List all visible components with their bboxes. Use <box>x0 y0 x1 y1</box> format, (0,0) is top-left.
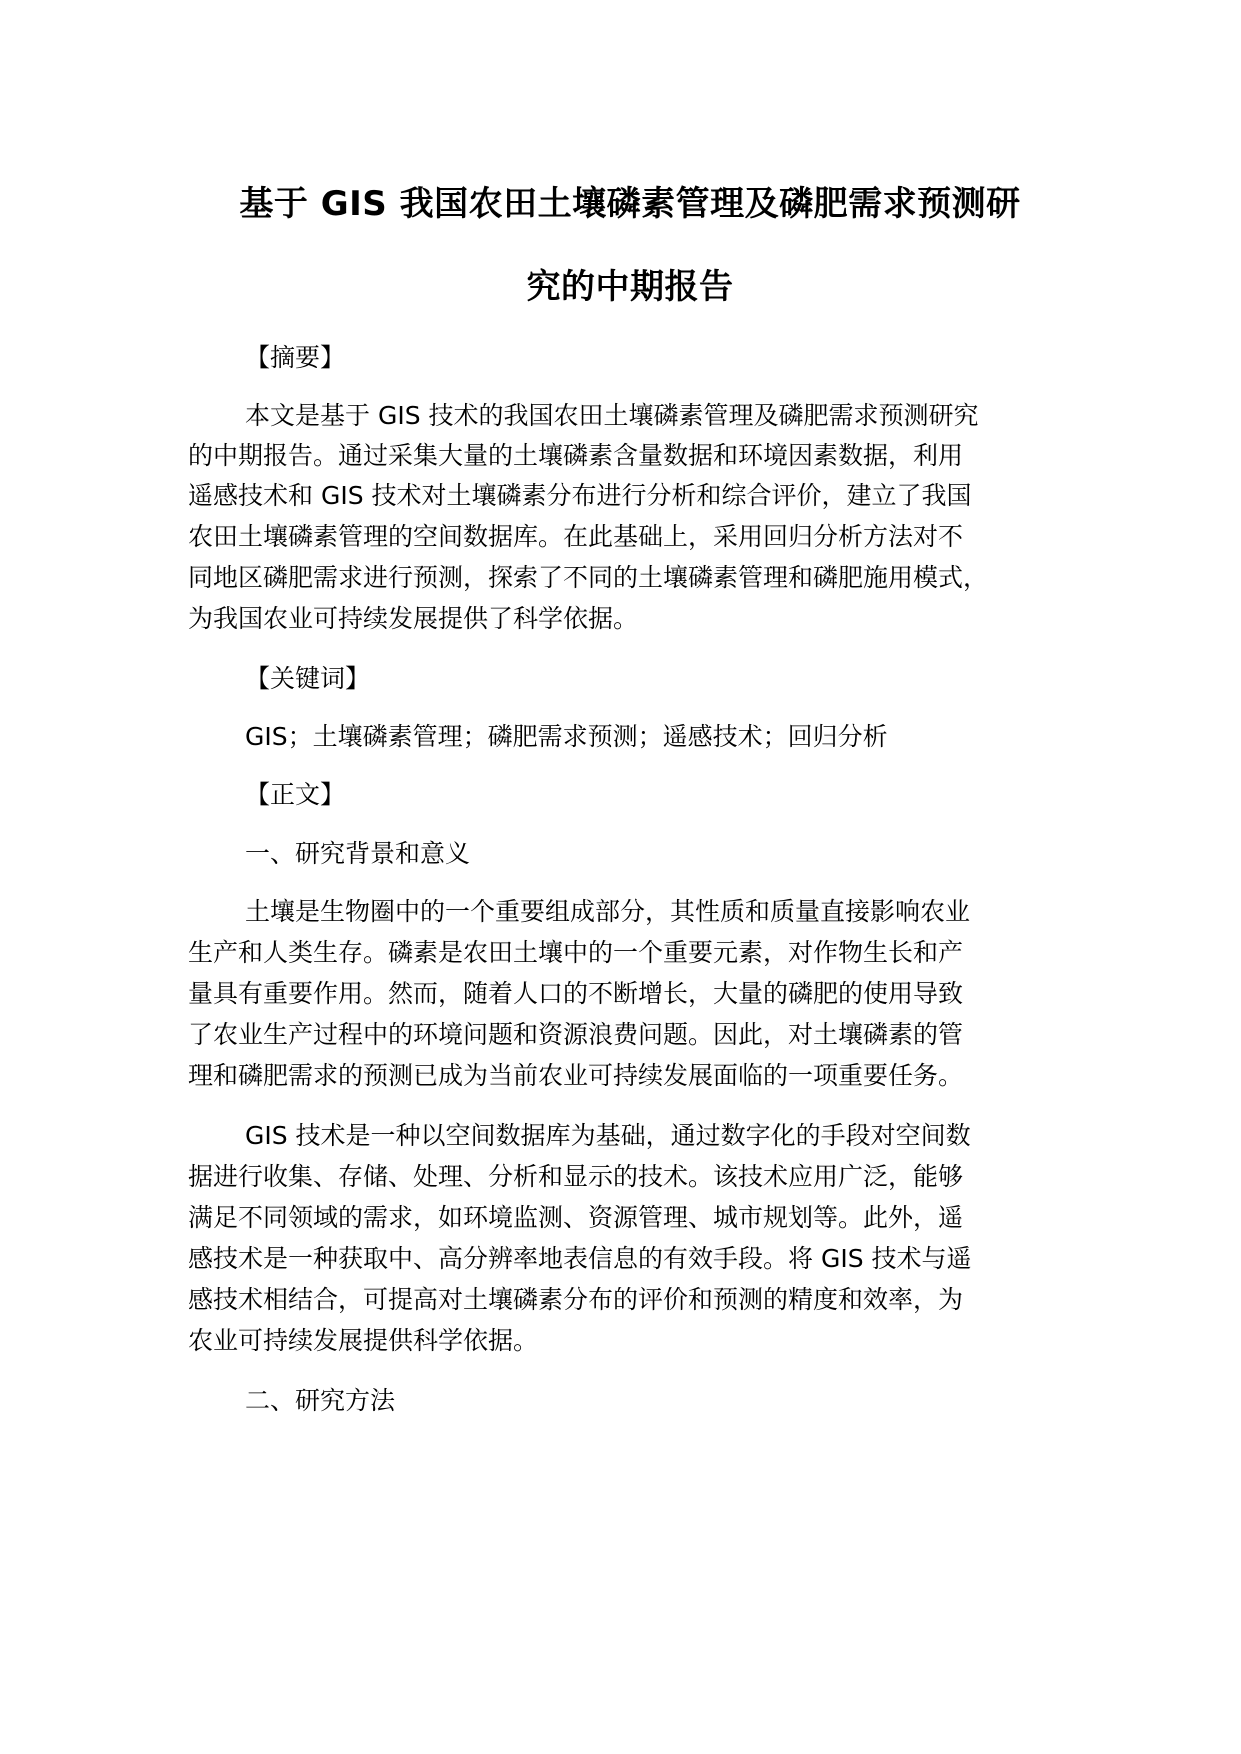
abstract-line: 同地区磷肥需求进行预测，探索了不同的土壤磷素管理和磷肥施用模式， <box>188 563 989 592</box>
body-heading: 【正文】 <box>245 780 346 809</box>
abstract-line: 为我国农业可持续发展提供了科学依据。 <box>188 604 639 633</box>
abstract-line: 的中期报告。通过采集大量的土壤磷素含量数据和环境因素数据，利用 <box>188 441 964 470</box>
paragraph-line: 生产和人类生存。磷素是农田土壤中的一个重要元素，对作物生长和产 <box>188 938 964 967</box>
paragraph-line: 感技术是一种获取中、高分辨率地表信息的有效手段。将 GIS 技术与遥 <box>188 1244 972 1273</box>
document-title-line-2: 究的中期报告 <box>526 267 734 307</box>
paragraph-line: 农业可持续发展提供科学依据。 <box>188 1326 539 1355</box>
paragraph-line: 据进行收集、存储、处理、分析和显示的技术。该技术应用广泛，能够 <box>188 1162 964 1191</box>
paragraph-line: 了农业生产过程中的环境问题和资源浪费问题。因此，对土壤磷素的管 <box>188 1020 964 1049</box>
section-heading-background: 一、研究背景和意义 <box>245 839 471 868</box>
section-heading-methods: 二、研究方法 <box>245 1386 396 1415</box>
paragraph-line: 满足不同领域的需求，如环境监测、资源管理、城市规划等。此外，遥 <box>188 1203 964 1232</box>
abstract-line: 遥感技术和 GIS 技术对土壤磷素分布进行分析和综合评价，建立了我国 <box>188 481 972 510</box>
paragraph-line: 土壤是生物圈中的一个重要组成部分，其性质和质量直接影响农业 <box>245 897 971 926</box>
paragraph-line: 理和磷肥需求的预测已成为当前农业可持续发展面临的一项重要任务。 <box>188 1061 964 1090</box>
document-title-line-1: 基于 GIS 我国农田土壤磷素管理及磷肥需求预测研 <box>239 184 1021 224</box>
paragraph-line: 量具有重要作用。然而，随着人口的不断增长，大量的磷肥的使用导致 <box>188 979 964 1008</box>
keywords-heading: 【关键词】 <box>245 664 371 693</box>
abstract-line: 本文是基于 GIS 技术的我国农田土壤磷素管理及磷肥需求预测研究 <box>245 401 979 430</box>
paragraph-line: 感技术相结合，可提高对土壤磷素分布的评价和预测的精度和效率，为 <box>188 1285 964 1314</box>
abstract-heading: 【摘要】 <box>245 343 346 372</box>
keywords-list: GIS；土壤磷素管理；磷肥需求预测；遥感技术；回归分析 <box>245 722 888 751</box>
abstract-line: 农田土壤磷素管理的空间数据库。在此基础上，采用回归分析方法对不 <box>188 522 964 551</box>
paragraph-line: GIS 技术是一种以空间数据库为基础，通过数字化的手段对空间数 <box>245 1121 971 1150</box>
